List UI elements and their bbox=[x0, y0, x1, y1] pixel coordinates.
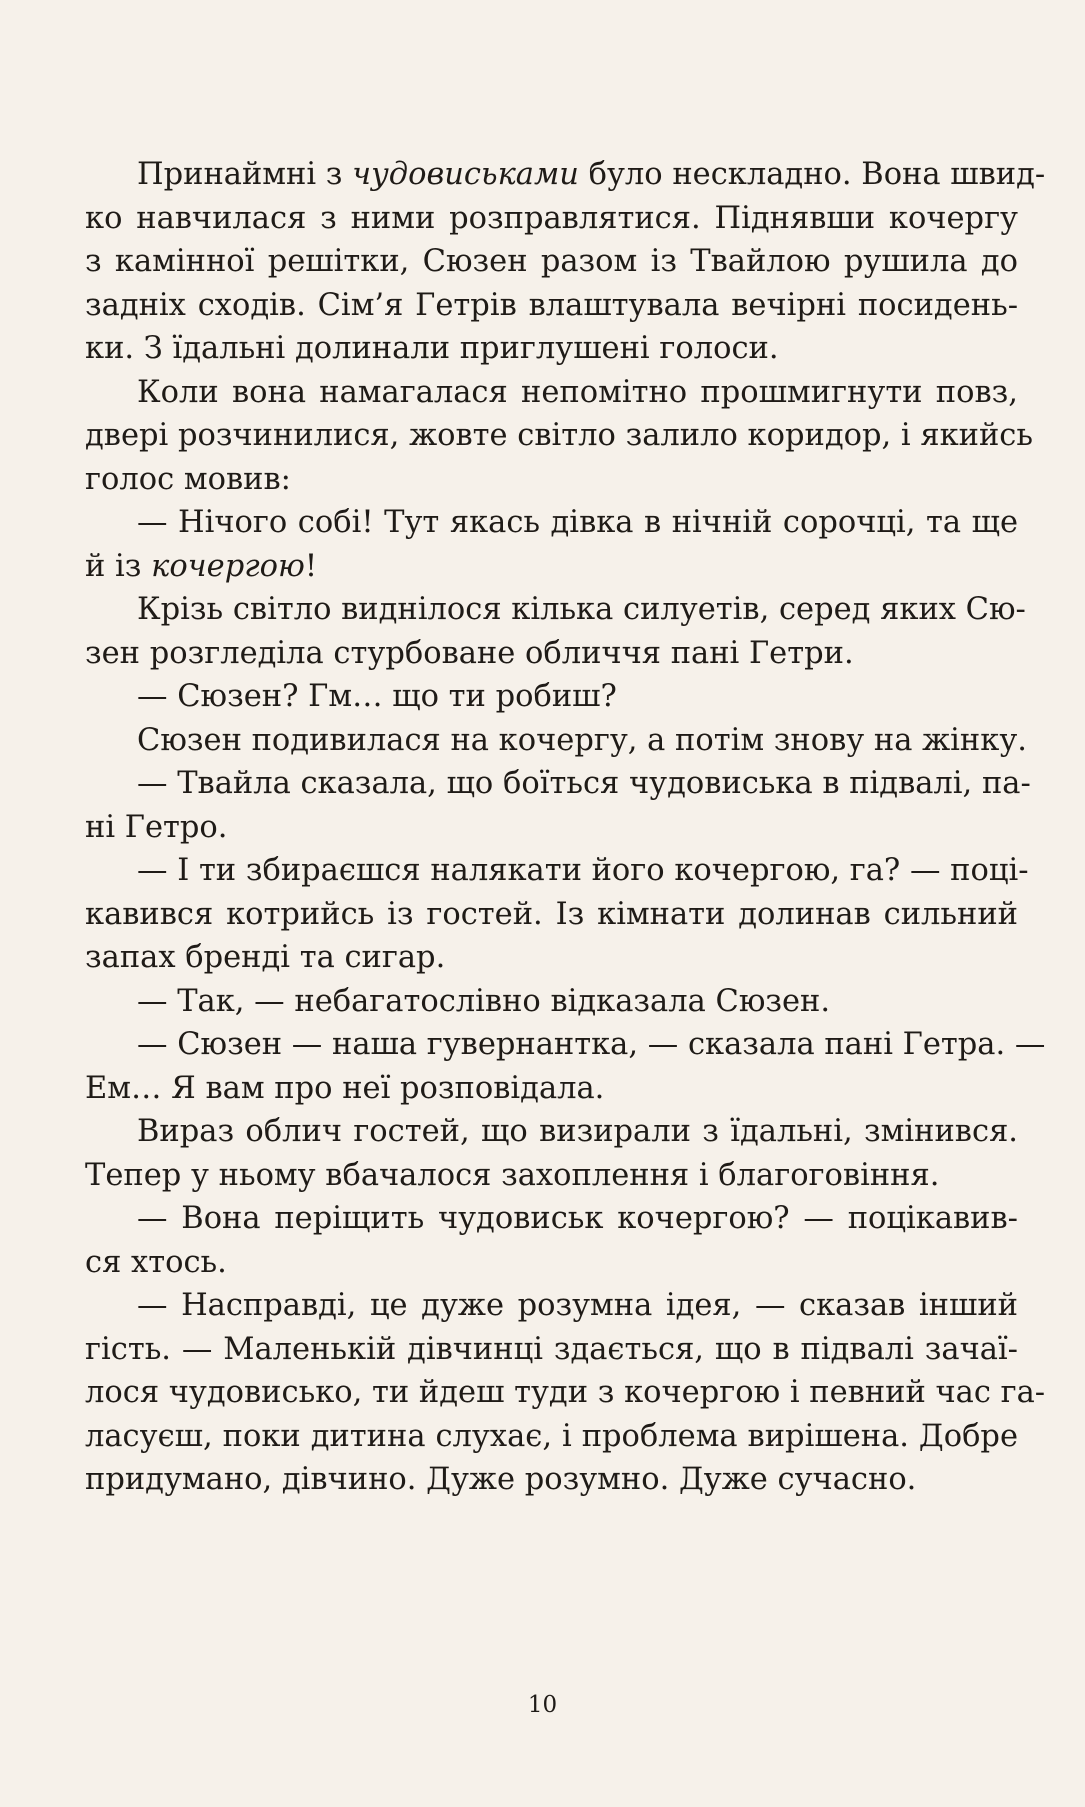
text-line: — Сюзен? Гм… що ти робиш? bbox=[137, 679, 617, 714]
text-line: ся хтось. bbox=[85, 1244, 227, 1280]
text-line: — Сюзен — наша гувернантка, — сказала пані Гетра. — bbox=[137, 1027, 1046, 1062]
text-line: зен розгледіла стурбоване обличчя пані Гетри. bbox=[85, 635, 854, 671]
text-line: гість. — Маленькій дівчинці здається, що в підвалі зачаї- bbox=[85, 1331, 1018, 1367]
text-line: й із кочергою! bbox=[85, 548, 318, 584]
text-line: Крізь світло виднілося кілька силуетів, серед яких Сю- bbox=[137, 592, 1026, 627]
text-line: Вираз облич гостей, що визирали з їдальні, змінився. bbox=[137, 1114, 1018, 1149]
text-line: задніх сходів. Сім’я Гетрів влаштувала вечірні посидень- bbox=[85, 287, 1018, 323]
text-line: ні Гетро. bbox=[85, 809, 228, 845]
text-line: придумано, дівчино. Дуже розумно. Дуже сучасно. bbox=[85, 1462, 917, 1497]
text-line: Принаймні з чудовиськами було нескладно. Вона швид- bbox=[137, 157, 1046, 192]
text-line: — Так, — небагатослівно відказала Сюзен. bbox=[137, 983, 831, 1019]
text-line: Сюзен подивилася на кочергу, а потім знову на жінку. bbox=[137, 722, 1027, 758]
text-line: ласуєш, поки дитина слухає, і проблема вирішена. Добре bbox=[85, 1418, 1018, 1454]
text-line: — Твайла сказала, що боїться чудовиська в підвалі, па- bbox=[137, 766, 1031, 801]
text-line: двері розчинилися, жовте світло залило коридор, і якийсь bbox=[85, 418, 1033, 453]
text-line: — Нічого собі! Тут якась дівка в нічній сорочці, та ще bbox=[137, 505, 1018, 540]
page-number: 10 bbox=[527, 1692, 558, 1718]
text-line: ки. З їдальні долинали приглушені голоси. bbox=[85, 331, 779, 366]
text-line: з камінної решітки, Сюзен разом із Твайлою рушила до bbox=[85, 244, 1018, 279]
text-line: Коли вона намагалася непомітно прошмигнути повз, bbox=[137, 374, 1018, 410]
text-line: голос мовив: bbox=[85, 461, 291, 497]
text-line: — І ти збираєшся налякати його кочергою, га? — поці- bbox=[137, 853, 1029, 888]
text-line: — Вона періщить чудовиськ кочергою? — поцікавив- bbox=[137, 1201, 1018, 1236]
text-line: Ем… Я вам про неї розповідала. bbox=[85, 1070, 605, 1106]
text-line: Тепер у ньому вбачалося захоплення і благоговіння. bbox=[85, 1157, 940, 1193]
text-line: кавився котрийсь із гостей. Із кімнати долинав сильний bbox=[85, 896, 1018, 932]
text-line: запах бренді та сигар. bbox=[85, 940, 446, 975]
text-line: лося чудовисько, ти йдеш туди з кочергою і певний час га- bbox=[85, 1375, 1046, 1410]
text-line: — Насправді, це дуже розумна ідея, — сказав інший bbox=[137, 1288, 1018, 1323]
text-line: ко навчилася з ними розправлятися. Піднявши кочергу bbox=[85, 200, 1018, 236]
